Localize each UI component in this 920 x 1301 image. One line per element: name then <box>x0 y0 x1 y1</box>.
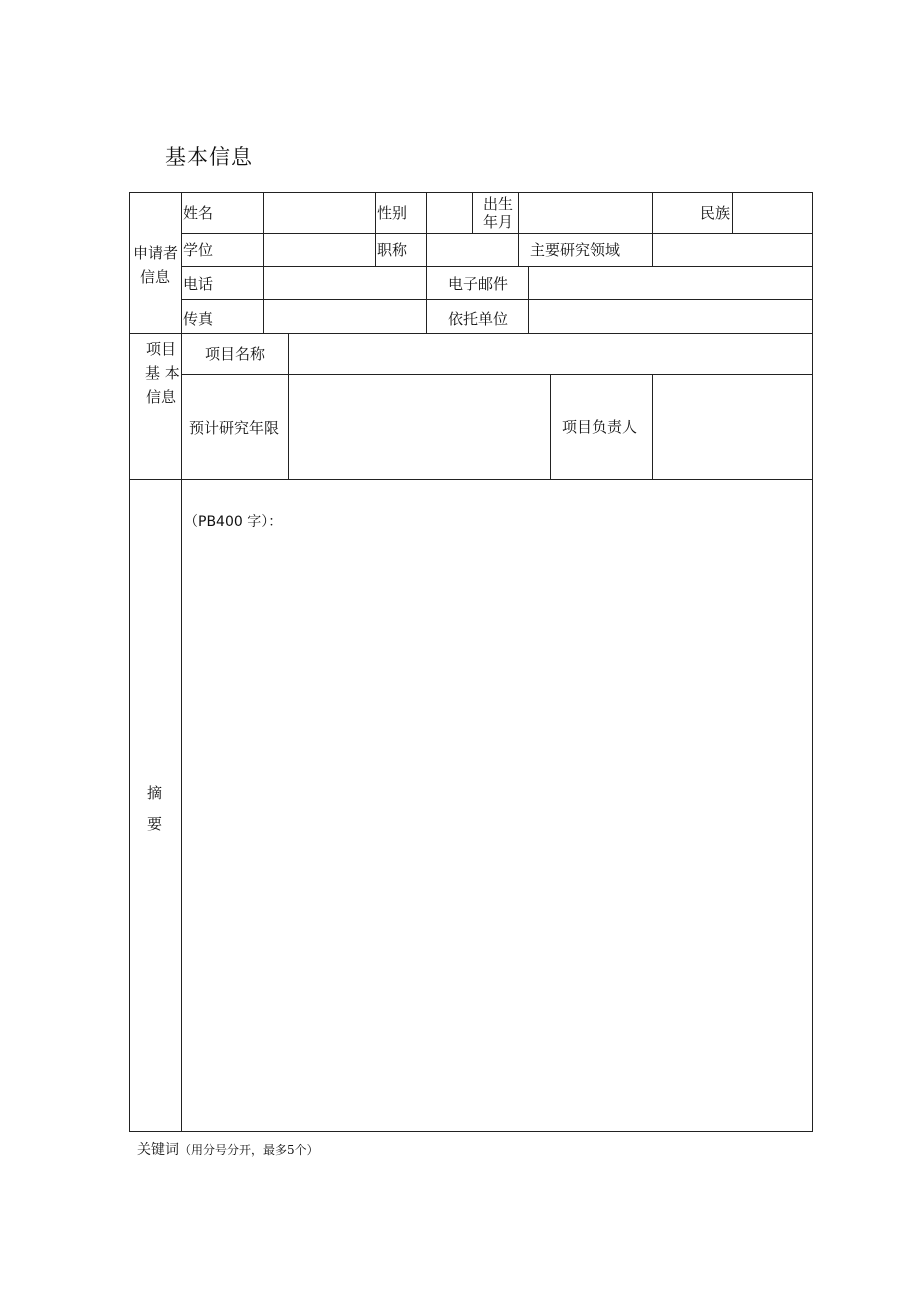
host-unit-field[interactable] <box>529 300 812 333</box>
keywords-note: （用分号分开，最多5个） <box>179 1143 319 1157</box>
applicant-group-label-line1: 申请者 <box>133 244 179 262</box>
project-leader-field[interactable] <box>653 375 812 479</box>
duration-field[interactable] <box>289 375 550 479</box>
degree-label: 学位 <box>183 241 214 259</box>
fax-field[interactable] <box>264 300 426 333</box>
job-title-label: 职称 <box>377 241 408 259</box>
host-unit-label: 依托单位 <box>448 310 509 328</box>
email-label: 电子邮件 <box>448 275 509 293</box>
keywords-line <box>137 1139 319 1159</box>
abstract-label-line1: 摘 <box>147 784 163 802</box>
applicant-group-label-line2: 信息 <box>140 268 171 286</box>
ethnicity-label: 民族 <box>700 204 731 222</box>
birth-field[interactable] <box>529 193 652 233</box>
name-field[interactable] <box>264 193 375 233</box>
project-name-field[interactable] <box>289 334 812 374</box>
phone-field[interactable] <box>264 267 426 299</box>
page-title: 基本信息 <box>165 145 253 169</box>
abstract-label-line2: 要 <box>147 815 163 833</box>
duration-label: 预计研究年限 <box>189 419 280 437</box>
email-field[interactable] <box>529 267 812 299</box>
project-group-label-line2: 基 本 <box>145 364 180 382</box>
abstract-hint: （PB400 字）： <box>184 514 283 530</box>
name-label: 姓名 <box>183 204 214 222</box>
degree-field[interactable] <box>264 234 375 266</box>
ethnicity-field[interactable] <box>733 193 812 233</box>
gender-label: 性别 <box>377 204 408 222</box>
birth-label-line1: 出生 <box>483 195 514 213</box>
job-title-field[interactable] <box>427 234 518 266</box>
gender-field[interactable] <box>427 193 472 233</box>
birth-label-line2: 年月 <box>483 213 514 231</box>
research-field-field[interactable] <box>653 234 812 266</box>
project-group-label-line3: 信息 <box>146 388 177 406</box>
fax-label: 传真 <box>183 310 214 328</box>
phone-label: 电话 <box>183 275 214 293</box>
project-name-label: 项目名称 <box>205 345 266 363</box>
keywords-label: 关键词 <box>137 1142 179 1158</box>
project-leader-label: 项目负责人 <box>562 418 638 436</box>
abstract-field[interactable] <box>182 535 812 1131</box>
project-group-label-line1: 项目 <box>146 340 177 358</box>
research-field-label: 主要研究领域 <box>530 241 621 259</box>
